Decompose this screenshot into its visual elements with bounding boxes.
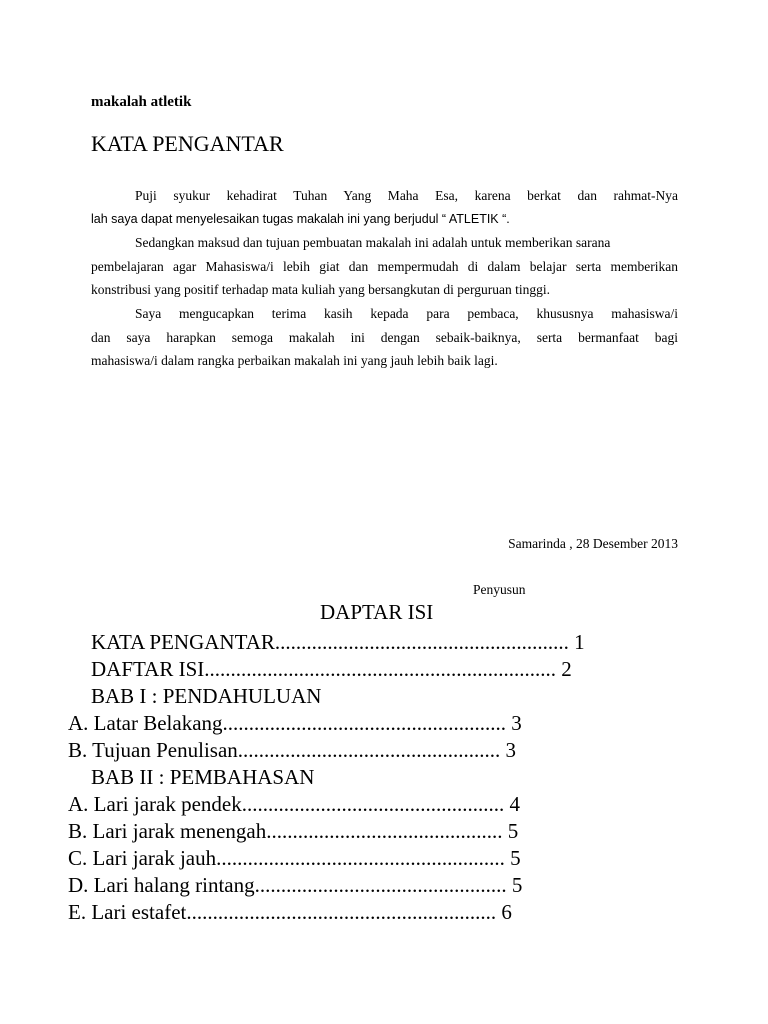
paragraph-1-line-2: lah saya dapat menyelesaikan tugas makalah ini yang berjudul “ ATLETIK “. xyxy=(91,212,510,226)
toc-entry-latar-belakang: A. Latar Belakang...................................................... 3 xyxy=(68,711,522,735)
toc-entry-bab-2: BAB II : PEMBAHASAN xyxy=(91,765,315,789)
toc-entry-lari-jarak-menengah: B. Lari jarak menengah............................................. 5 xyxy=(68,819,519,843)
place-date: Samarinda , 28 Desember 2013 xyxy=(508,536,678,551)
toc-entry-lari-estafet: E. Lari estafet........................................................... 6 xyxy=(68,900,512,924)
toc-entry-daftar-isi: DAFTAR ISI................................................................... 2 xyxy=(91,657,572,681)
paragraph-3-line-3: mahasiswa/i dalam rangka perbaikan makalah ini yang jauh lebih baik lagi. xyxy=(91,353,498,368)
foreword-title: KATA PENGANTAR xyxy=(91,131,284,156)
toc-entry-lari-halang-rintang: D. Lari halang rintang................................................ 5 xyxy=(68,873,523,897)
toc-entry-tujuan-penulisan: B. Tujuan Penulisan.................................................. 3 xyxy=(68,738,517,762)
toc-entry-lari-jarak-jauh: C. Lari jarak jauh....................................................... 5 xyxy=(68,846,521,870)
author-label: Penyusun xyxy=(473,582,526,597)
document-heading: makalah atletik xyxy=(91,94,192,110)
toc-entry-bab-1: BAB I : PENDAHULUAN xyxy=(91,684,322,708)
paragraph-2-line-3: konstribusi yang positif terhadap mata kuliah yang bersangkutan di perguruan tinggi. xyxy=(91,282,551,297)
toc-entry-lari-jarak-pendek: A. Lari jarak pendek.................................................. 4 xyxy=(68,792,521,816)
paragraph-2-line-1: Sedangkan maksud dan tujuan pembuatan makalah ini adalah untuk memberikan sarana xyxy=(135,235,611,250)
paragraph-3-line-1: Saya mengucapkan terima kasih kepada para pembaca, khususnya mahasiswa/i xyxy=(135,306,678,321)
paragraph-2-line-2: pembelajaran agar Mahasiswa/i lebih giat dan mempermudah di dalam belajar serta memberikan xyxy=(91,259,678,274)
paragraph-3-line-2: dan saya harapkan semoga makalah ini dengan sebaik-baiknya, serta bermanfaat bagi xyxy=(91,330,678,345)
toc-title: DAPTAR ISI xyxy=(320,600,434,624)
toc-entry-kata-pengantar: KATA PENGANTAR........................................................ 1 xyxy=(91,630,585,654)
paragraph-1-line-1: Puji syukur kehadirat Tuhan Yang Maha Esa, karena berkat dan rahmat-Nya xyxy=(135,188,678,203)
